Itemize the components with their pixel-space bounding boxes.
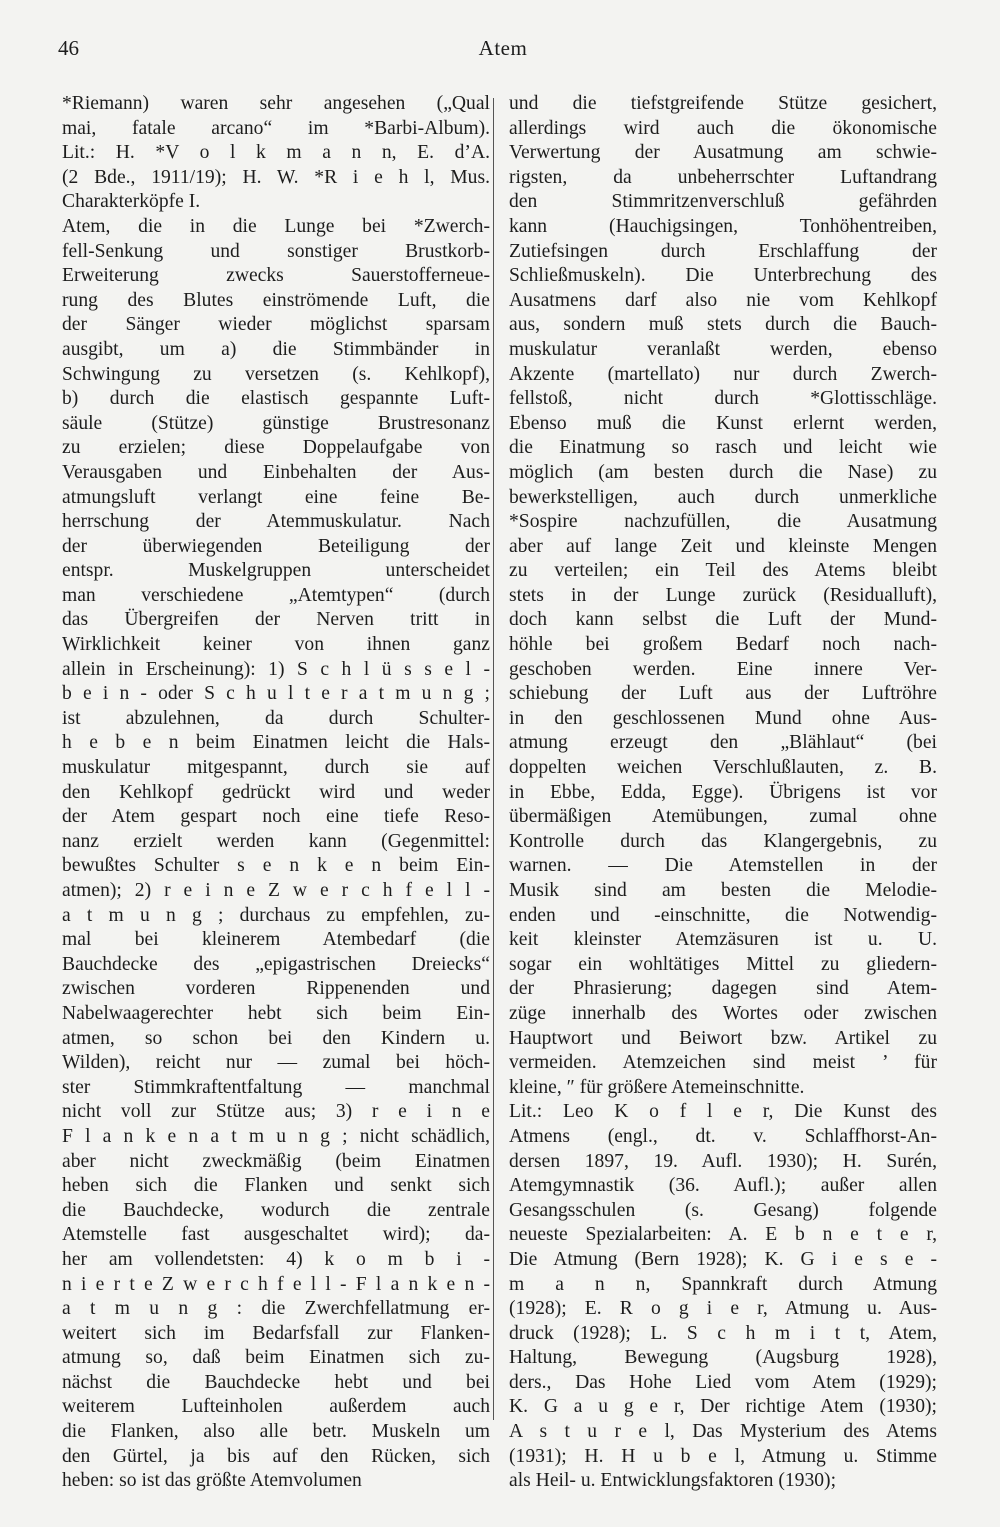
text-line: schiebung der Luft aus der Luftröhre [509, 683, 937, 705]
text-line: h e b e n beim Einatmen leicht die Hals- [62, 732, 490, 754]
text-line: stets in der Lunge zurück (Residualluft), [509, 584, 937, 606]
text-line: heben: so ist das größte Atemvolumen [62, 1470, 362, 1492]
text-line: Verwertung der Ausatmung am schwie- [509, 142, 937, 164]
text-line: fellstoß, nicht durch *Glottisschläge. [509, 388, 937, 410]
text-line: und die tiefstgreifende Stütze gesichert, [509, 93, 937, 114]
text-line: A s t u r e l, Das Mysterium des Atems [509, 1421, 937, 1443]
column-divider [493, 98, 494, 1420]
text-line: doppelten weichen Verschlußlauten, z. B. [509, 757, 937, 779]
text-line: der überwiegenden Beteiligung der [62, 535, 490, 557]
text-line: Ebenso muß die Kunst erlernt werden, [509, 412, 937, 434]
text-line: allein in Erscheinung): 1) S c h l ü s s e l - [62, 658, 490, 680]
text-line: b e i n - oder S c h u l t e r a t m u n g ; [62, 683, 490, 705]
text-line: Akzente (martellato) nur durch Zwerch- [509, 363, 937, 385]
text-line: atmen, so schon bei den Kindern u. [62, 1027, 490, 1049]
text-line: die Bauchdecke, wodurch die zentrale [62, 1199, 490, 1221]
text-line: allerdings wird auch die ökonomische [509, 117, 937, 139]
right-column [509, 92, 937, 1494]
text-line: Ausatmens darf also nie vom Kehlkopf [509, 289, 937, 311]
text-line: K. G a u g e r, Der richtige Atem (1930); [509, 1396, 937, 1418]
text-line: zwischen vorderen Rippenenden und [62, 978, 490, 1000]
text-line: (1931); H. H u b e l, Atmung u. Stimme [509, 1445, 937, 1467]
text-line: bewußtes Schulter s e n k e n beim Ein- [62, 855, 490, 877]
text-line: dersen 1897, 19. Aufl. 1930); H. Surén, [509, 1150, 937, 1172]
text-line: zu verteilen; ein Teil des Atems bleibt [509, 560, 937, 582]
text-line: heben sich die Flanken und senkt sich [62, 1175, 490, 1197]
text-line: nanz erzielt werden kann (Gegenmittel: [62, 830, 490, 852]
text-line: her am vollendetsten: 4) k o m b i - [62, 1248, 490, 1270]
page-header [58, 33, 948, 63]
text-line: F l a n k e n a t m u n g ; nicht schädlich, [62, 1125, 490, 1147]
text-line: Lit.: H. *V o l k m a n n, E. d’A. [62, 142, 490, 164]
text-line: nicht voll zur Stütze aus; 3) r e i n e [62, 1101, 490, 1123]
text-line: sogar ein wohltätiges Mittel zu gliedern- [509, 953, 937, 975]
text-line: fell-Senkung und sonstiger Brustkorb- [62, 240, 490, 262]
text-line: kleine, ″ für größere Atemeinschnitte. [509, 1076, 805, 1098]
text-line: in Ebbe, Edda, Egge). Übrigens ist vor [509, 781, 937, 803]
text-line: höhle bei großem Bedarf noch nach- [509, 634, 937, 656]
text-line: muskulatur veranlaßt werden, ebenso [509, 338, 937, 360]
text-line: muskulatur mitgespannt, durch sie auf [62, 757, 490, 779]
text-line: atmen); 2) r e i n e Z w e r c h f e l l - [62, 880, 490, 901]
text-line: Bauchdecke des „epigastrischen Dreiecks“ [62, 953, 490, 975]
text-line: geschoben werden. Eine innere Ver- [509, 658, 937, 680]
text-line: atmung so, daß beim Einatmen sich zu- [62, 1347, 490, 1369]
text-line: enden und -einschnitte, die Notwendig- [509, 904, 937, 926]
text-line: bewerkstelligen, auch durch unmerkliche [509, 486, 937, 508]
text-line: aber auf lange Zeit und kleinste Mengen [509, 535, 937, 557]
text-line: in den geschlossenen Mund ohne Aus- [509, 707, 937, 729]
text-line: Wilden), reicht nur — zumal bei höch- [62, 1052, 490, 1074]
text-line: Hauptwort und Beiwort bzw. Artikel zu [509, 1027, 937, 1049]
text-line: Haltung, Bewegung (Augsburg 1928), [509, 1347, 937, 1369]
text-line: a t m u n g ; durchaus zu empfehlen, zu- [62, 904, 490, 926]
text-line: Nabelwaagerechter hebt sich beim Ein- [62, 1002, 490, 1024]
text-line: Kontrolle durch das Klangergebnis, zu [509, 830, 937, 852]
text-line: die Flanken, also alle betr. Muskeln um [62, 1421, 490, 1443]
text-line: aber nicht zweckmäßig (beim Einatmen [62, 1150, 490, 1172]
text-line: zu erzielen; diese Doppelaufgabe von [62, 437, 490, 459]
text-line: der Sänger wieder möglichst sparsam [62, 314, 490, 336]
text-line: rung des Blutes einströmende Luft, die [62, 289, 490, 311]
text-line: den Gürtel, ja bis auf den Rücken, sich [62, 1445, 490, 1467]
text-line: entspr. Muskelgruppen unterscheidet [62, 560, 490, 582]
text-line: Atem, die in die Lunge bei *Zwerch- [62, 215, 490, 237]
text-line: möglich (am besten durch die Nase) zu [509, 461, 937, 483]
text-line: Musik sind am besten die Melodie- [509, 880, 937, 901]
text-line: als Heil- u. Entwicklungsfaktoren (1930); [509, 1470, 837, 1492]
text-line: ist abzulehnen, da durch Schulter- [62, 707, 490, 729]
text-line: atmung erzeugt den „Blählaut“ (bei [509, 732, 937, 754]
text-line: weitert sich im Bedarfsfall zur Flanken- [62, 1322, 490, 1344]
text-line: keit kleinster Atemzäsuren ist u. U. [509, 929, 937, 951]
text-line: *Sospire nachzufüllen, die Ausatmung [509, 511, 937, 533]
text-line: neueste Spezialarbeiten: A. E b n e t e r, [509, 1224, 937, 1246]
text-line: Atemstelle fast ausgeschaltet wird); da- [62, 1224, 490, 1246]
text-line: die Einatmung so rasch und leicht wie [509, 437, 937, 459]
text-line: warnen. — Die Atemstellen in der [509, 855, 937, 877]
text-line: ausgibt, um a) die Stimmbänder in [62, 338, 490, 360]
text-line: kann (Hauchigsingen, Tonhöhentreiben, [509, 215, 937, 237]
text-line: Atmens (engl., dt. v. Schlaffhorst-An- [509, 1125, 937, 1147]
left-column [62, 92, 490, 1494]
page-number: 46 [58, 36, 79, 60]
text-line: (2 Bde., 1911/19); H. W. *R i e h l, Mus. [62, 166, 490, 188]
text-line: der Atem gespart noch eine tiefe Reso- [62, 806, 490, 828]
text-line: Schwingung zu versetzen (s. Kehlkopf), [62, 363, 490, 385]
text-line: (1928); E. R o g i e r, Atmung u. Aus- [509, 1298, 937, 1320]
text-line: den Kehlkopf gedrückt wird und weder [62, 781, 490, 803]
text-line: der Phrasierung; dagegen sind Atem- [509, 978, 937, 1000]
text-line: ster Stimmkraftentfaltung — manchmal [62, 1076, 490, 1098]
text-line: m a n n, Spannkraft durch Atmung [509, 1273, 937, 1295]
text-line: rigsten, da unbeherrschter Luftandrang [509, 166, 937, 188]
text-line: Charakterköpfe I. [62, 191, 201, 213]
text-line: das Übergreifen der Nerven tritt in [62, 609, 490, 631]
text-line: Gesangsschulen (s. Gesang) folgende [509, 1199, 937, 1221]
text-line: Atemgymnastik (36. Aufl.); außer allen [509, 1175, 937, 1197]
text-line: den Stimmritzenverschluß gefährden [509, 191, 937, 213]
text-line: nächst die Bauchdecke hebt und bei [62, 1371, 490, 1393]
text-line: Wirklichkeit keiner von ihnen ganz [62, 634, 490, 656]
text-line: mal bei kleinerem Atembedarf (die [62, 929, 490, 951]
text-line: a t m u n g : die Zwerchfellatmung er- [62, 1298, 490, 1320]
text-line: ders., Das Hohe Lied vom Atem (1929); [509, 1371, 937, 1393]
text-line: druck (1928); L. S c h m i t t, Atem, [509, 1322, 937, 1344]
text-line: vermeiden. Atemzeichen sind meist ’ für [509, 1052, 937, 1074]
text-line: atmungsluft verlangt eine feine Be- [62, 486, 490, 508]
text-line: säule (Stütze) günstige Brustresonanz [62, 412, 490, 434]
text-line: Erweiterung zwecks Sauerstofferneue- [62, 265, 490, 287]
text-line: b) durch die elastisch gespannte Luft- [62, 388, 490, 410]
text-line: n i e r t e Z w e r c h f e l l - F l a n k e n - [62, 1273, 490, 1295]
text-line: man verschiedene „Atemtypen“ (durch [62, 584, 490, 606]
text-line: *Riemann) waren sehr angesehen („Qual [62, 93, 490, 114]
text-line: züge innerhalb des Wortes oder zwischen [509, 1002, 937, 1024]
text-line: Die Atmung (Bern 1928); K. G i e s e - [509, 1248, 937, 1270]
text-line: Schließmuskeln). Die Unterbrechung des [509, 265, 937, 287]
text-line: Verausgaben und Einbehalten der Aus- [62, 461, 490, 483]
text-line: aus, sondern muß stets durch die Bauch- [509, 314, 937, 336]
text-line: Zutiefsingen durch Erschlaffung der [509, 240, 937, 262]
text-line: Lit.: Leo K o f l e r, Die Kunst des [509, 1101, 937, 1123]
running-head: Atem [478, 36, 528, 60]
text-line: weiterem Lufteinholen außerdem auch [62, 1396, 490, 1418]
text-line: mai, fatale arcano“ im *Barbi-Album). [62, 117, 490, 139]
text-line: doch kann selbst die Luft der Mund- [509, 609, 937, 631]
text-line: übermäßigen Atemübungen, zumal ohne [509, 806, 937, 828]
text-line: herrschung der Atemmuskulatur. Nach [62, 511, 490, 533]
